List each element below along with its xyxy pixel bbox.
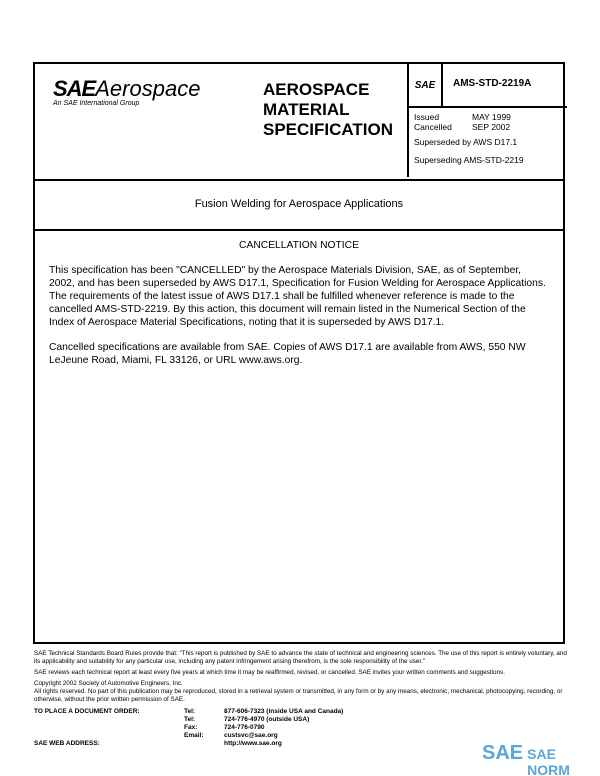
cancelled-label: Cancelled bbox=[414, 122, 452, 132]
spec-line: AEROSPACE bbox=[263, 80, 370, 99]
document-title: Fusion Welding for Aerospace Applications bbox=[35, 179, 563, 231]
footer-rights: All rights reserved. No part of this publication may be reproduced, stored in a retrieval system or transmitted, in any form or by any means, electronic, mechanical, photocopying, recording, or otherwise, without the prior written permission of SAE. bbox=[34, 688, 563, 703]
contact-key: Fax: bbox=[184, 724, 198, 731]
spec-frame bbox=[33, 62, 565, 644]
document-body bbox=[35, 229, 563, 389]
footer-review: SAE reviews each technical report at least every five years at which time it may be reaffirmed, revised, or cancelled. SAE invites your written comments and suggestions. bbox=[34, 669, 505, 676]
availability-paragraph: Cancelled specifications are available from SAE. Copies of AWS D17.1 are available from AWS, 550 NW LeJeune Road, Miami, FL 33126, or URL www.aws.org. bbox=[49, 342, 526, 366]
spec-line: SPECIFICATION bbox=[263, 120, 394, 139]
watermark-text: SAE NORM bbox=[527, 746, 570, 776]
contact-email[interactable]: custsvc@sae.org bbox=[224, 732, 278, 739]
spec-line: MATERIAL bbox=[263, 100, 350, 119]
cancelled-date: SEP 2002 bbox=[472, 122, 511, 132]
spec-heading bbox=[263, 80, 393, 140]
watermark-logo: SAE bbox=[482, 742, 524, 764]
superseding: Superseding AMS-STD-2219 bbox=[414, 155, 524, 165]
sae-aerospace-logo bbox=[53, 76, 200, 107]
contact-value: 724-776-0790 bbox=[224, 724, 265, 731]
header bbox=[35, 64, 563, 181]
web-label: SAE WEB ADDRESS: bbox=[34, 740, 100, 747]
notice-paragraph: This specification has been "CANCELLED" by the Aerospace Materials Division, SAE, as of September, 2002, and has been superseded by AWS D17.1, Specification for Fusion Welding for Aerospace Applications. The requirements of the latest issue of AWS D17.1 shall be fulfilled whenever reference is made to the cancelled AMS-STD-2219. By this action, this document will remain listed in the Numerical Section of the Index of Aerospace Material Specifications, noting that it is superseded by AWS D17.1. bbox=[49, 265, 546, 328]
issued-label: Issued bbox=[414, 112, 440, 122]
small-sae-logo: SAE bbox=[409, 64, 443, 106]
contact-key: Tel: bbox=[184, 708, 196, 715]
cancellation-notice-heading: CANCELLATION NOTICE bbox=[239, 240, 359, 251]
logo-aerospace: Aerospace bbox=[95, 76, 201, 101]
contact-value: 724-776-4970 (outside USA) bbox=[224, 716, 310, 723]
order-label: TO PLACE A DOCUMENT ORDER: bbox=[34, 708, 140, 715]
doc-number: AMS-STD-2219A bbox=[453, 78, 532, 89]
issued-date: MAY 1999 bbox=[472, 112, 511, 122]
sae-norm-watermark bbox=[482, 742, 600, 776]
contact-value: 877-606-7323 (inside USA and Canada) bbox=[224, 708, 344, 715]
logo-sae: SAE bbox=[53, 76, 96, 101]
footer-copyright: Copyright 2002 Society of Automotive Engineers, Inc. bbox=[34, 680, 183, 687]
contact-key: Email: bbox=[184, 732, 204, 739]
superseded-by: Superseded by AWS D17.1 bbox=[414, 137, 518, 147]
footer bbox=[34, 650, 570, 748]
footer-rules: SAE Technical Standards Board Rules provide that: "This report is published by SAE to advance the state of technical and engineering sciences. The use of this report is entirely voluntary, and its applicability and suitability for any particular use, including any patent infringement arising therefrom, is the sole responsibility of the user." bbox=[34, 650, 567, 665]
contact-key: Tel: bbox=[184, 716, 196, 723]
doc-info-cell bbox=[407, 64, 567, 177]
web-link[interactable]: http://www.sae.org bbox=[224, 740, 282, 747]
logo-subtitle: An SAE International Group bbox=[53, 100, 140, 107]
